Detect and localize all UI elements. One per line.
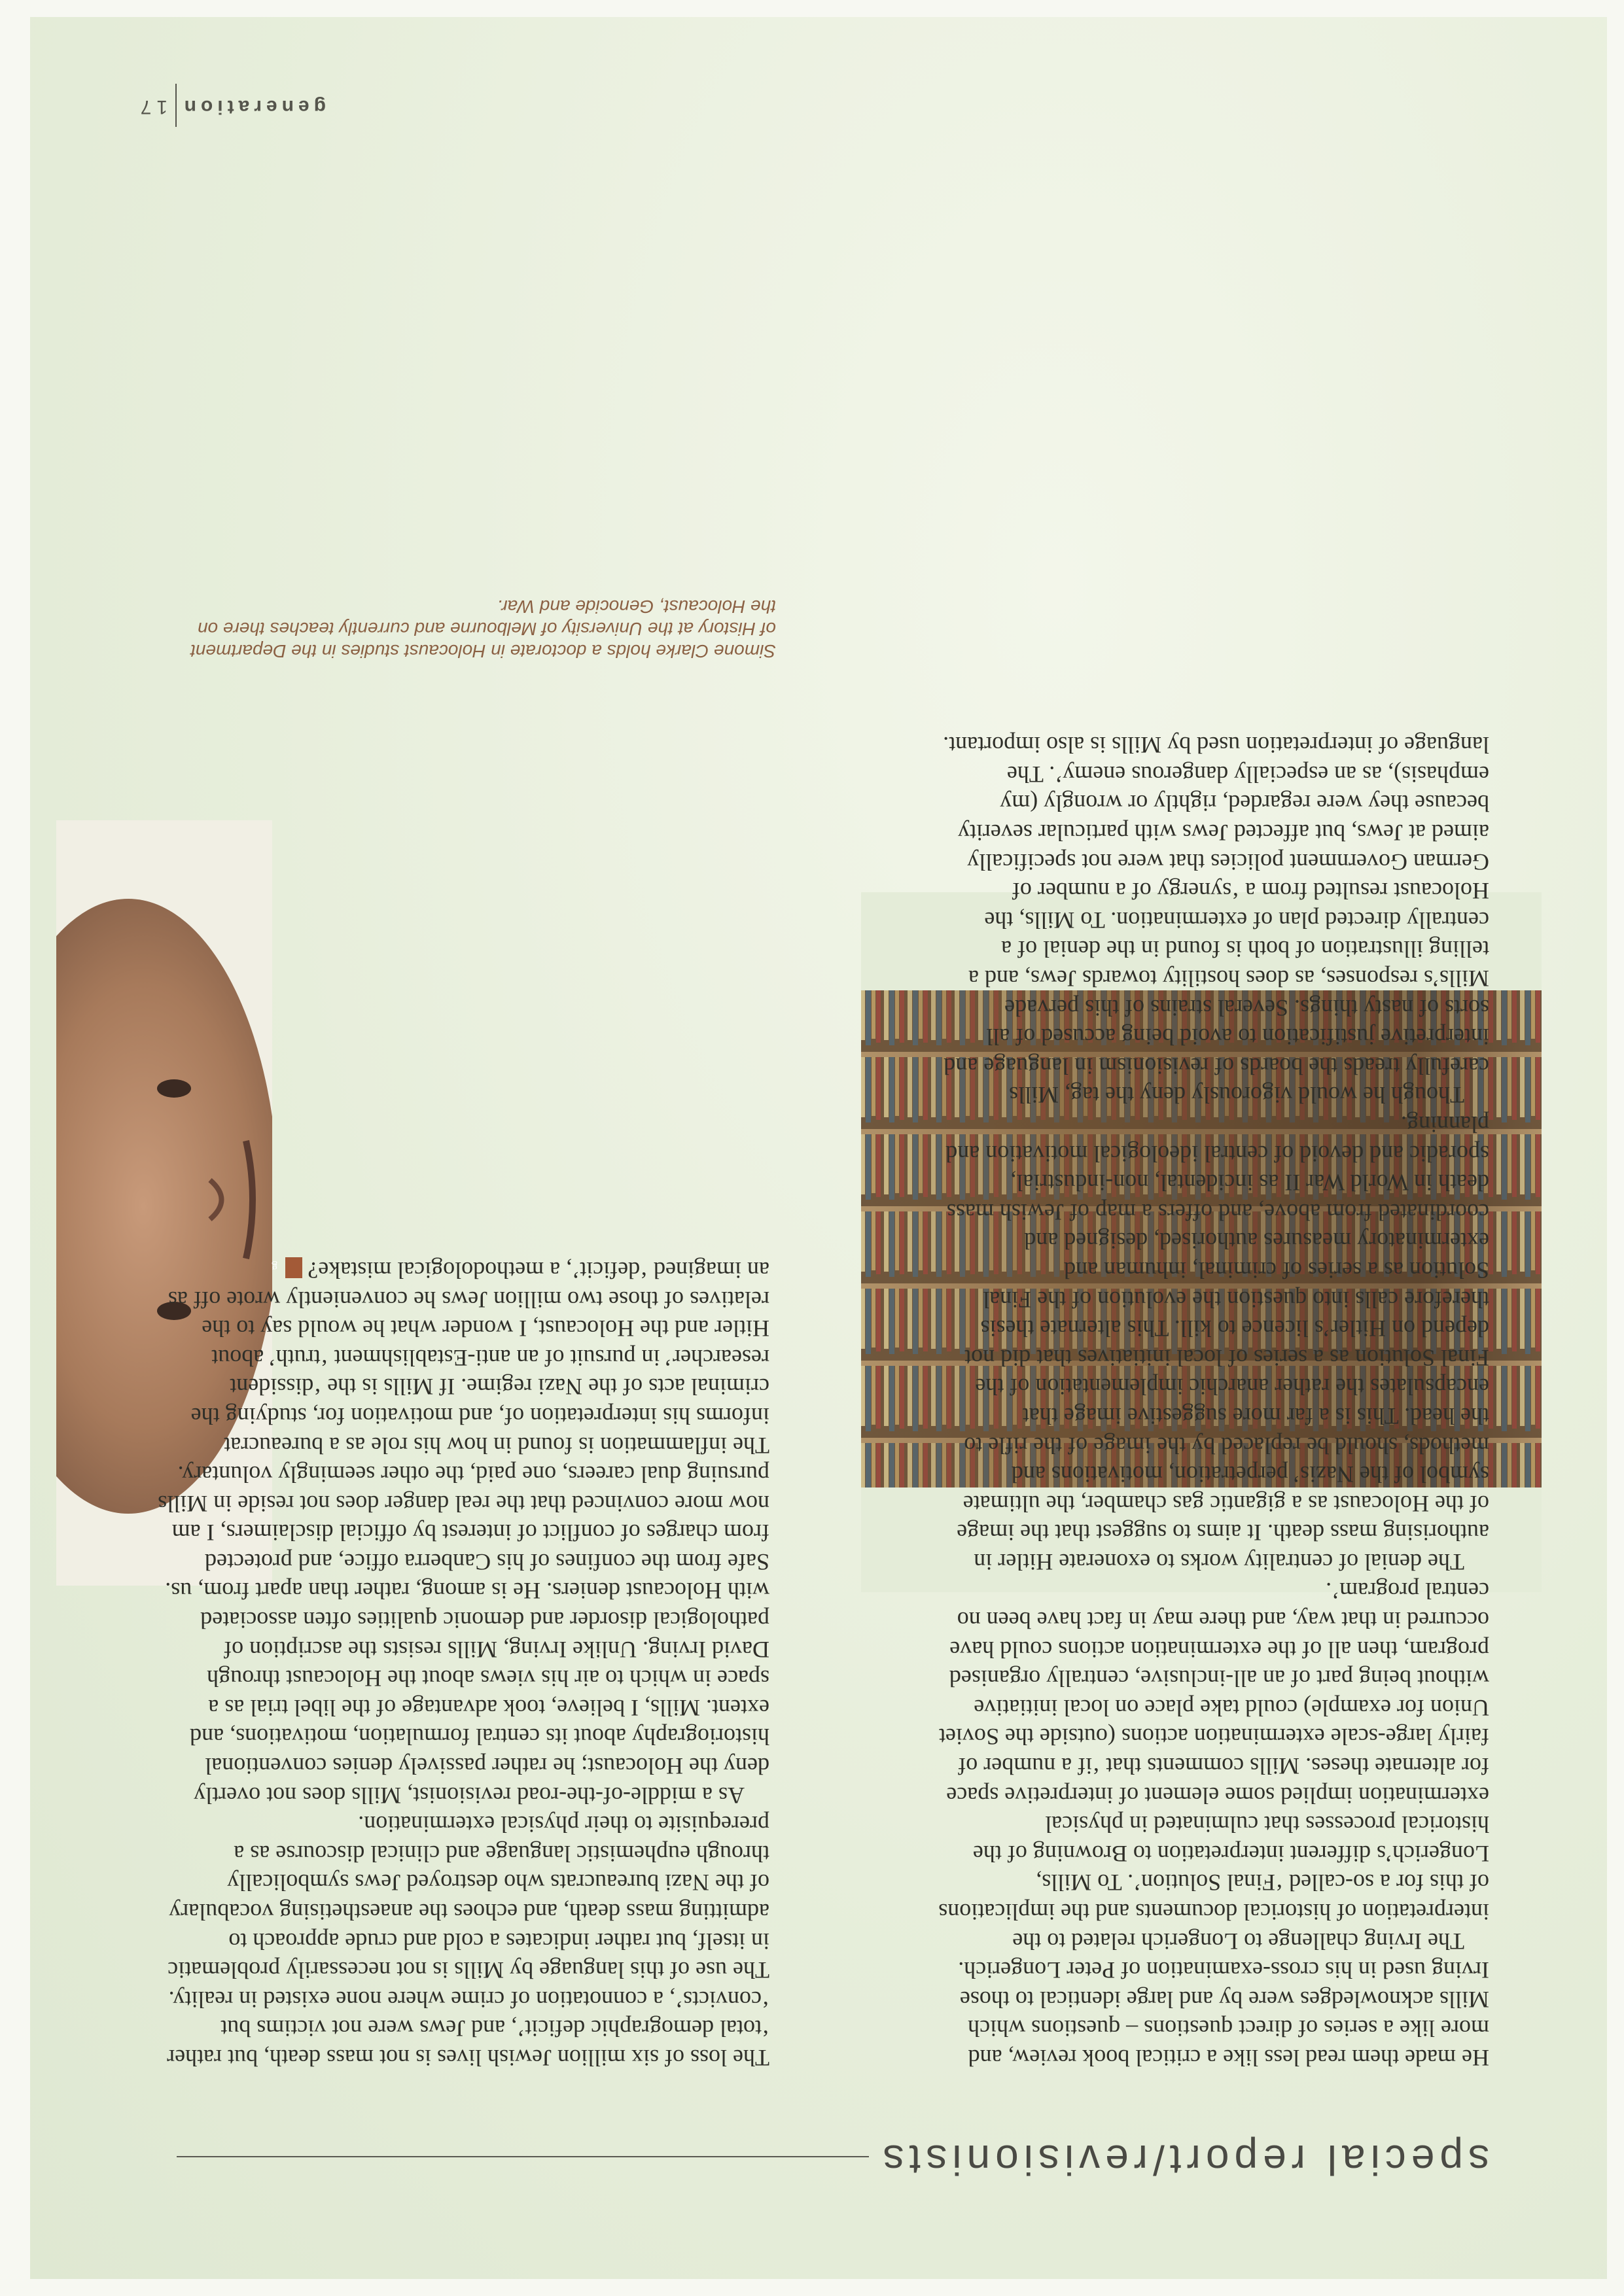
magazine-page (30, 17, 1607, 2279)
author-byline: Simone Clarke holds a doctorate in Holocaust studies in the Department of History at the University of Melbourne and currently teaches there on the Holocaust, Genocide and War. (190, 597, 776, 661)
paragraph: The denial of centrality works to exonerate Hitler in authorising mass death. It aims to suggest that the image of the Holocaust as a gigantic gas chamber, the ultimate symbol of the Nazis’ perpetration, motivations and methods, should be replaced by the image of the rifle to the head. This is a far more suggestive image that encapsulates the rather anarchic implementation of the Final Solution as a series of local initiatives that did not depend on Hitler’s licence to kill. This alternate thesis therefore calls into question the evolution of the Final Solution as a series of criminal, inhuman and exterminatory measures authorised, designed and coordinated from above, and offers a map of Jewish mass death in World War II as incidental, non-industrial, sporadic and devoid of central ideological motivation and planning. (945, 1111, 1489, 1575)
page-number: 17 (135, 96, 168, 118)
article-column-left (936, 731, 1489, 2072)
article-column-right (154, 1255, 769, 2072)
paragraph: The Irving challenge to Longerich related to the interpretation of historical documents and the implications of this for a so-called ‘Final Solution’. To Mills, Longerich’s different interpretation to Browning of the historical processes that culminated in physical extermination implied some element of interpretive space for alternate theses. Mills comments that ‘if a number of fairly large-scale extermination actions (outside the Soviet Union for example) could take place on local initiative without being part of an all-inclusive, centrally organised program, then all of the extermination actions could have occurred in that way, and there may in fact have been no central program’. (938, 1578, 1489, 1955)
paragraph: Though he would vigorously deny the tag, Mills carefully treads the boards of revisionism in language and interpretive justification to avoid being accused of all sorts of nasty things. Several strains of this pervade Mills’s responses, as does hostility towards Jews, and a telling illustration of both is found in the denial of a centrally directed plan of extermination. To Mills, the Holocaust resulted from a ‘synergy of a number of German Government policies that were not specifically aimed at Jews, but affected Jews with particular severity because they were regarded, rightly or wrongly (my emphasis), as an especially dangerous enemy’. The language of interpretation used by Mills is also important. (943, 732, 1489, 1109)
paragraph: The loss of six million Jewish lives is not mass death, but rather ‘total demographic deficit’, and Jews were not victims but ‘convicts’, a connotation of crime where none existed in reality. The use of this language by Mills is not necessarily problematic in itself, but rather indicates a cold and crude approach to admitting mass death, and echoes the anaesthetising vocabulary of the Nazi bureaucrats who destroyed Jews symbolically through euphemistic language and clinical discourse as a prerequisite to their physical extermination. (167, 1811, 769, 2071)
footer-divider (175, 84, 177, 127)
paragraph (154, 1255, 769, 1809)
end-of-article-mark: g (285, 1257, 302, 1278)
section-title: special report/revisionists (877, 2136, 1489, 2183)
paragraph-text: As a middle-of-the-road revisionist, Mills does not overtly deny the Holocaust; he rather passively denies conventional historiography about its central formulation, motivations, and extent. Mills, I believe, took advantage of the libel trial as a space in which to air his views about the Holocaust through David Irving. Unlike Irving, Mills resists the ascription of pathological disorder and demonic qualities often associated with Holocaust deniers. He is among, rather than apart from, us. Safe from the confines of his Canberra office, and protected from charges of conflict of interest by official disclaimers, I am now more convinced that the real danger does not reside in Mills pursuing dual careers, one paid, the other seemingly voluntary. The inflammation is found in how his role as a bureaucrat informs his interpretation of, and motivation for, studying the criminal acts of the Nazi regime. If Mills is the ‘dissident researcher’ in pursuit of an anti-Establishment ‘truth’ about Hitler and the Holocaust, I wonder what he would say to the relatives of those two million Jews he conveniently wrote off as an imagined ‘deficit’, a methodological mistake? (158, 1257, 769, 1809)
paragraph: He made them read less like a critical book review, and more like a series of direct questions – questions which Mills acknowledges were by and large identical to those Irving used in his cross-examination of Peter Longerich. (958, 1957, 1489, 2071)
magazine-name: generation (179, 96, 326, 118)
header-divider (177, 2156, 869, 2157)
